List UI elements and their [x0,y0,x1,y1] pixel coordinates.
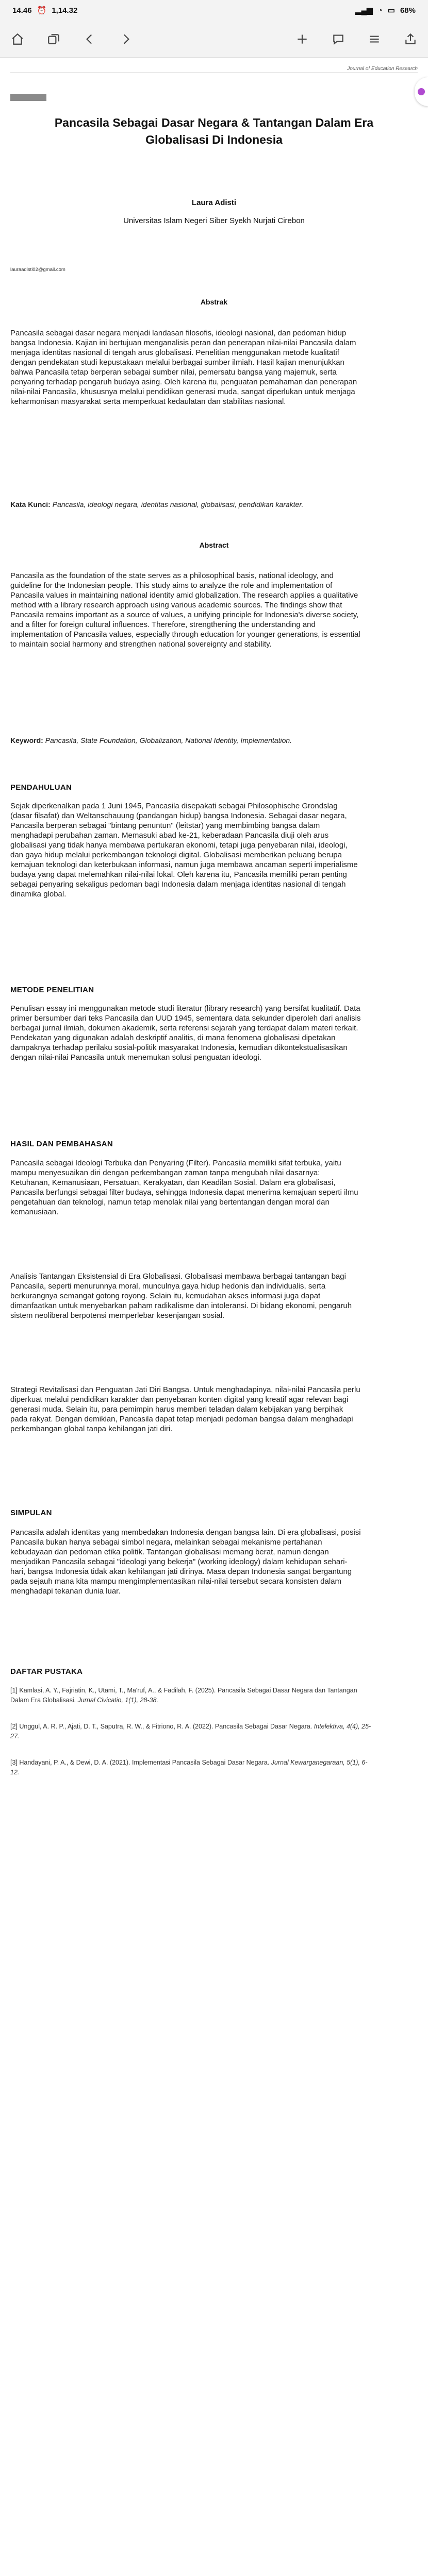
status-speed: 1,14.32 [52,6,78,15]
kata-kunci [10,499,320,510]
abstract-body: Pancasila as the foundation of the state serves as a philosophical basis, national ideology, and guideline for the Indonesian people. This study aims to analyze the role and implementation of Pancasila values in maintaining national identity amid globalization. The research applies a qualitative method with a library research approach using various academic sources. The findings show that Pancasila remains important as a source of values, a unifying principle for Indonesia's diverse society, and a filter for foreign cultural influences. Therefore, strengthening the understanding and implementation of Pancasila values, especially through education for younger generations, is essential to maintain social harmony and strengthen national sovereignty and stability. [10,571,360,649]
metode-paragraph-1: Penulisan essay ini menggunakan metode studi literatur (library research) yang bersifat kualitatif. Data primer bersumber dari teks Pancasila dan UUD 1945, sementara data sekunder diperoleh dari analisis berbagai jurnal ilmiah, dokumen akademik, serta referensi sejarah yang terdapat dalam materi terkait. Pendekatan yang digunakan adalah deskriptif analitis, di mana fenomena globalisasi dipetakan dampaknya terhadap perilaku sosial-politik masyarakat Indonesia, kemudian dikontekstualisasikan dengan nilai-nilai Pancasila untuk menemukan solusi penguatan ideologi. [10,1004,361,1062]
journal-name: Journal of Education Research [347,66,418,72]
status-time: 14.46 [12,6,32,15]
author-name: Laura Adisti [191,198,237,207]
reference-item-1 [10,1686,371,1706]
menu-icon[interactable] [364,29,385,49]
alarm-icon: ⏰ [37,6,47,15]
decorative-bar [10,94,46,101]
assistant-icon [418,88,425,95]
wifi-icon: ◔ [377,6,383,15]
battery-icon: ▭ [387,6,395,15]
kata-kunci-label: Kata Kunci: [10,500,51,509]
reference-1-text: [1] Kamlasi, A. Y., Fajriatin, K., Utami, T., Ma'ruf, A., & Fadilah, F. (2025). Pancasila Sebagai Dasar Negara dan Tantangan Dalam Era Globalisasi. [10,1687,357,1704]
reference-item-3 [10,1758,371,1778]
add-icon[interactable] [292,29,312,49]
abstract-heading: Abstract [199,541,229,549]
signal-icon: ▂▄▆ [355,6,373,15]
reference-3-source: Jurnal Kewarganegaraan, 5(1), 6-12. [10,1759,368,1776]
home-icon[interactable] [7,29,28,49]
reference-item-2 [10,1722,371,1742]
hasil-paragraph-2: Analisis Tantangan Eksistensial di Era Globalisasi. Globalisasi membawa berbagai tantangan bagi Pancasila, seperti menurunnya moral, munculnya gaya hidup hedonis dan individualis, serta berkurangnya semangat gotong royong. Selain itu, kemudahan akses informasi juga dapat dimanfaatkan untuk menyebarkan paham radikalisme dan intoleransi. Di bidang ekonomi, pengaruh sistem neoliberal berpotensi memperlebar kesenjangan sosial. [10,1272,352,1320]
section-heading-simpulan: SIMPULAN [10,1509,52,1517]
simpulan-paragraph-1: Pancasila adalah identitas yang membedakan Indonesia dengan bangsa lain. Di era globalisasi, posisi Pancasila bukan hanya sebagai simbol negara, melainkan sebagai mekanisme pertahanan kebudayaan dan pedoman etika politik. Tantangan globalisasi memang berat, namun dengan menjadikan Pancasila sebagai "ideologi yang bekerja" (working ideology) dalam kehidupan sehari-hari, bangsa Indonesia tidak akan kehilangan jati dirinya. Masa depan Indonesia sangat bergantung pada sejauh mana kita mampu mengimplementasikan nilai-nilai tersebut secara konsisten dalam menghadapi tekanan dunia luar. [10,1528,361,1596]
forward-icon[interactable] [116,29,136,49]
status-battery: 68% [400,6,416,15]
keywords-label: Keyword: [10,736,43,744]
section-heading-metode: METODE PENELITIAN [10,986,94,994]
section-heading-daftar-pustaka: DAFTAR PUSTAKA [10,1667,83,1676]
kata-kunci-text: Pancasila, ideologi negara, identitas nasional, globalisasi, pendidikan karakter. [52,500,304,509]
reference-3-text: [3] Handayani, P. A., & Dewi, D. A. (2021). Implementasi Pancasila Sebagai Dasar Negara. [10,1759,271,1766]
hasil-paragraph-3: Strategi Revitalisasi dan Penguatan Jati Diri Bangsa. Untuk menghadapinya, nilai-nilai Pancasila perlu diperkuat melalui pendidikan karakter dan penyebaran konten digital yang kreatif agar relevan bagi generasi muda. Selain itu, para pemimpin harus memberi teladan dalam kebijakan yang berpihak pada rakyat. Dengan demikian, Pancasila dapat tetap menjadi pedoman bangsa dalam menghadapi perkembangan global tanpa kehilangan jati diri. [10,1385,360,1434]
status-bar [0,0,428,21]
hasil-paragraph-1: Pancasila sebagai Ideologi Terbuka dan Penyaring (Filter). Pancasila memiliki sifat terbuka, yaitu mampu menyesuaikan diri dengan perkembangan zaman tanpa mengubah nilai dasarnya: Ketuhanan, Kemanusiaan, Persatuan, Kerakyatan, dan Keadilan Sosial. Dalam era globalisasi, Pancasila berfungsi sebagai filter budaya, sehingga Indonesia dapat menerima kemajuan seperti ilmu pengetahuan dan teknologi, namun tetap menolak nilai yang bertentangan dengan moral dan kemanusiaan. [10,1159,358,1217]
pendahuluan-paragraph-1: Sejak diperkenalkan pada 1 Juni 1945, Pancasila disepakati sebagai Philosophische Grondslag (dasar filsafat) dan Weltanschauung (pandangan hidup) bangsa Indonesia. Sebagai dasar negara, Pancasila berperan sebagai "bintang penuntun" (leitstar) yang membimbing bangsa dalam menghadapi perubahan zaman. Memasuki abad ke-21, keberadaan Pancasila diuji oleh arus globalisasi yang tidak hanya membawa pertukaran ekonomi, tetapi juga penyebaran nilai, ideologi, dan gaya hidup melalui perkembangan teknologi digital. Globalisasi memberikan peluang berupa kemajuan teknologi dan keterbukaan informasi, namun juga membawa ancaman seperti imperialisme budaya yang dapat melemahkan nilai-nilai lokal. Oleh karena itu, Pancasila memiliki peran penting sebagai penyaring sekaligus pedoman bagi Indonesia dalam menjaga identitas nasional di tengah dinamika global. [10,802,358,899]
reference-2-text: [2] Unggul, A. R. P., Ajati, D. T., Saputra, R. W., & Fitriono, R. A. (2022). Pancasila Sebagai Dasar Negara. [10,1723,314,1730]
keywords-text: Pancasila, State Foundation, Globalization, National Identity, Implementation. [45,736,292,744]
author-affiliation: Universitas Islam Negeri Siber Syekh Nurjati Cirebon [123,216,305,225]
browser-toolbar [0,21,428,58]
abstrak-body: Pancasila sebagai dasar negara menjadi landasan filosofis, ideologi nasional, dan pedoman hidup bangsa Indonesia. Kajian ini bertujuan menganalisis peran dan penerapan nilai-nilai Pancasila dalam menjaga identitas nasional di tengah arus globalisasi. Penelitian menggunakan metode kualitatif dengan pendekatan studi kepustakaan melalui berbagai sumber ilmiah. Hasil kajian menunjukkan bahwa Pancasila tetap berperan sebagai sumber nilai, pemersatu bangsa yang majemuk, serta penyaring terhadap pengaruh budaya asing. Oleh karena itu, penguatan pemahaman dan penerapan nilai-nilai Pancasila, khususnya melalui pendidikan generasi muda, sangat diperlukan untuk menjaga keharmonisan masyarakat serta memperkuat kedaulatan dan stabilitas nasional. [10,329,357,406]
reference-2-source: Intelektiva, 4(4), 25-27. [10,1723,371,1740]
tabs-icon[interactable] [43,29,64,49]
keywords [10,735,320,746]
chat-icon[interactable] [328,29,349,49]
author-email: lauraadisti02@gmail.com [10,267,65,273]
reference-1-source: Jurnal Civicatio, 1(1), 28-38. [77,1697,158,1704]
section-heading-hasil: HASIL DAN PEMBAHASAN [10,1140,113,1148]
share-icon[interactable] [400,29,421,49]
back-icon[interactable] [79,29,100,49]
paper-title: Pancasila Sebagai Dasar Negara & Tantangan Dalam Era Globalisasi Di Indonesia [54,116,374,146]
abstrak-heading: Abstrak [200,298,228,306]
journal-header [10,66,418,73]
section-heading-pendahuluan: PENDAHULUAN [10,783,72,792]
